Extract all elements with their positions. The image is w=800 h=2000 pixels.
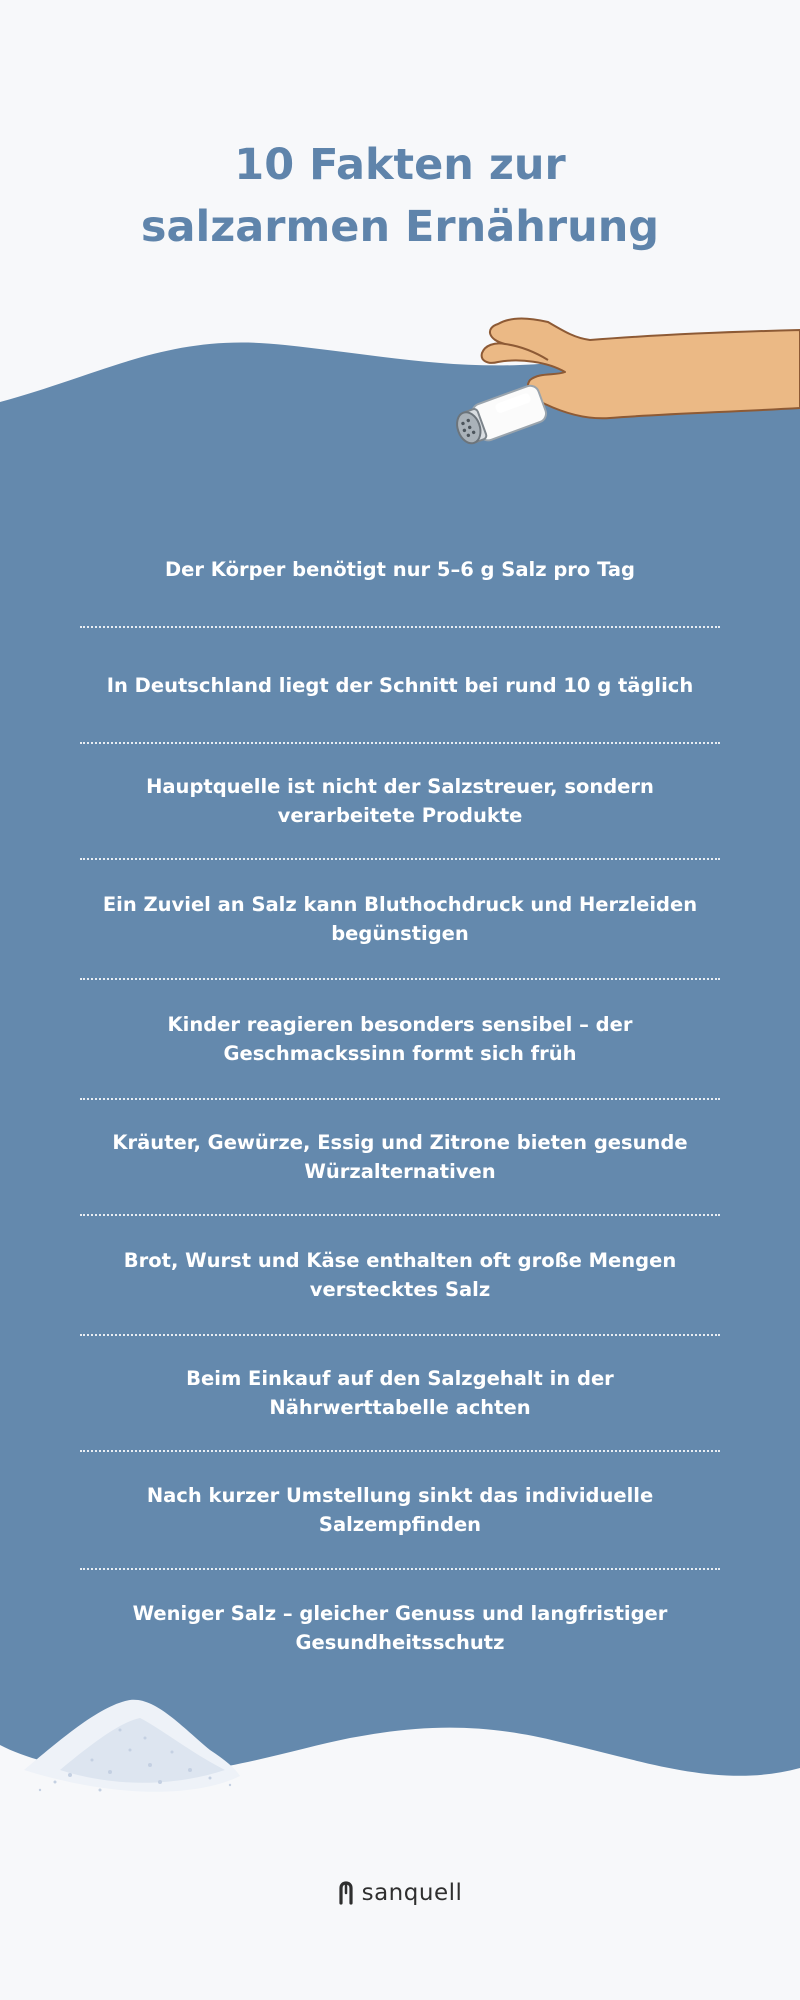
facts-list (80, 512, 720, 1686)
fact-item-3 (80, 744, 720, 860)
page-title (0, 134, 800, 258)
fact-text: In Deutschland liegt der Schnitt bei rund 10 g täglich (106, 673, 694, 697)
title-line-1: 10 Fakten zur (234, 140, 566, 190)
fact-item-5 (80, 980, 720, 1100)
fact-text: Ein Zuviel an Salz kann Bluthochdruck und Herzleiden begünstigen (102, 893, 698, 945)
sanquell-logo-icon (338, 1881, 354, 1905)
brand-name: sanquell (361, 1880, 463, 1906)
fact-text: Brot, Wurst und Käse enthalten oft große Mengen verstecktes Salz (123, 1249, 677, 1301)
fact-text: Der Körper benötigt nur 5–6 g Salz pro Tag (164, 557, 635, 581)
fact-text: Kinder reagieren besonders sensibel – der Geschmackssinn formt sich früh (167, 1013, 633, 1065)
brand-logo[interactable] (0, 1880, 800, 1906)
fact-text: Kräuter, Gewürze, Essig und Zitrone bieten gesunde Würzalternativen (112, 1131, 688, 1183)
fact-text: Nach kurzer Umstellung sinkt das individuelle Salzempfinden (146, 1484, 654, 1536)
fact-item-6 (80, 1100, 720, 1216)
fact-text: Weniger Salz – gleicher Genuss und langfristiger Gesundheitsschutz (132, 1602, 668, 1654)
fact-text: Hauptquelle ist nicht der Salzstreuer, sondern verarbeitete Produkte (146, 775, 654, 827)
fact-item-1 (80, 512, 720, 628)
fact-item-4 (80, 860, 720, 980)
fact-item-7 (80, 1216, 720, 1336)
title-line-2: salzarmen Ernährung (140, 202, 660, 252)
fact-item-8 (80, 1336, 720, 1452)
fact-item-9 (80, 1452, 720, 1570)
fact-text: Beim Einkauf auf den Salzgehalt in der Nährwerttabelle achten (186, 1367, 614, 1419)
fact-item-2 (80, 628, 720, 744)
fact-item-10 (80, 1570, 720, 1686)
